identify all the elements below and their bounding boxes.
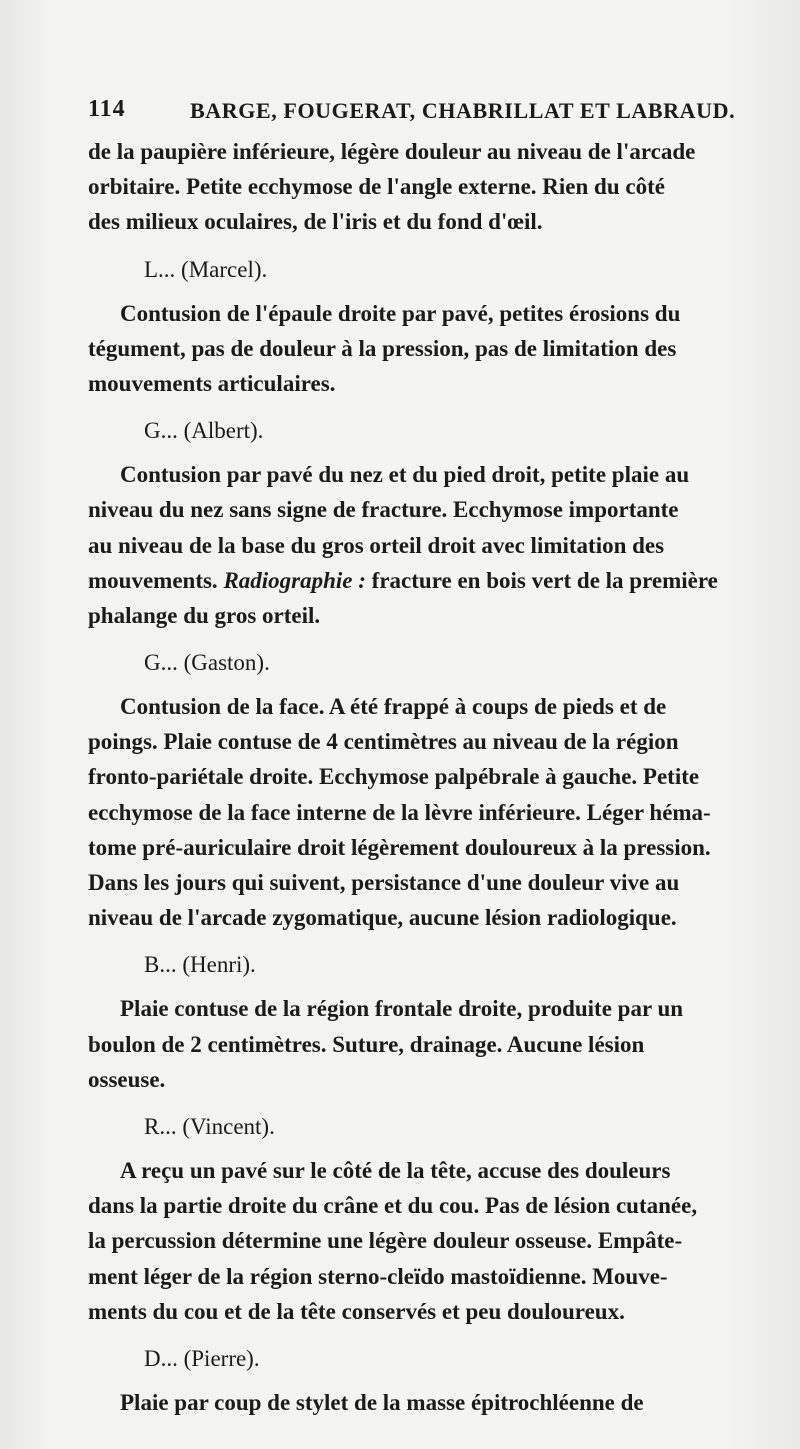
text-line: Dans les jours qui suivent, persistance d'une douleur vive au [88, 870, 680, 895]
text-line: boulon de 2 centimètres. Suture, drainage. Aucune lésion [88, 1031, 645, 1057]
text-line: mouvements. Radiographie : fracture en bois vert de la première [88, 567, 718, 593]
case-entry [88, 1329, 778, 1420]
case-entry [88, 1097, 778, 1329]
text-line: A reçu un pavé sur le côté de la tête, accuse des douleurs [120, 1157, 671, 1183]
page-header [88, 96, 778, 132]
case-entry [88, 401, 778, 633]
case-name: G... (Albert). [144, 418, 264, 444]
text-line: orbitaire. Petite ecchymose de l'angle externe. Rien du côté [88, 174, 665, 200]
text-line: Contusion par pavé du nez et du pied droit, petite plaie au [120, 462, 690, 488]
running-head: BARGE, FOUGERAT, CHABRILLAT ET LABRAUD. [190, 98, 736, 123]
text-line: ecchymose de la face interne de la lèvre inférieure. Léger héma- [88, 799, 711, 825]
text-line: Plaie contuse de la région frontale droite, produite par un [120, 996, 684, 1022]
text-line: au niveau de la base du gros orteil droit avec limitation des [88, 532, 665, 558]
text-line: des milieux oculaires, de l'iris et du fond d'œil. [88, 209, 543, 235]
text-line: dans la partie droite du crâne et du cou. Pas de lésion cutanée, [88, 1193, 698, 1219]
text-line: niveau de l'arcade zygomatique, aucune lésion radiologique. [88, 905, 677, 931]
text-line: la percussion détermine une légère douleur osseuse. Empâte- [88, 1228, 683, 1254]
text-line: tégument, pas de douleur à la pression, pas de limitation des [88, 335, 677, 361]
text-line: niveau du nez sans signe de fracture. Ecchymose importante [88, 497, 679, 523]
text-line: tome pré-auriculaire droit légèrement douloureux à la pression. [88, 834, 711, 860]
case-continuation [88, 134, 778, 240]
case-entry [88, 240, 778, 402]
case-name: D... (Pierre). [144, 1345, 260, 1371]
text-line: ment léger de la région sterno-cleïdo mastoïdienne. Mouve- [88, 1263, 668, 1289]
page-body [88, 134, 778, 1420]
text-line: poings. Plaie contuse de 4 centimètres au niveau de la région [88, 729, 679, 755]
text-line: phalange du gros orteil. [88, 602, 321, 628]
case-entry [88, 633, 778, 935]
text-line: Contusion de l'épaule droite par pavé, petites érosions du [120, 300, 681, 326]
case-entry [88, 935, 778, 1097]
text-line: fronto-pariétale droite. Ecchymose palpébrale à gauche. Petite [88, 764, 700, 790]
text-line: Plaie par coup de stylet de la masse épitrochléenne de [120, 1389, 644, 1415]
text-line: mouvements articulaires. [88, 370, 336, 396]
text-line: ments du cou et de la tête conservés et peu douloureux. [88, 1298, 625, 1324]
case-name: B... (Henri). [144, 952, 256, 978]
case-name: G... (Gaston). [144, 650, 270, 676]
page-number: 114 [88, 96, 126, 122]
radiographie-label: Radiographie : [223, 567, 366, 593]
case-name: R... (Vincent). [144, 1113, 275, 1139]
text-line: Contusion de la face. A été frappé à coups de pieds et de [120, 694, 667, 720]
text-line: de la paupière inférieure, légère douleur au niveau de l'arcade [88, 139, 696, 164]
text-line: osseuse. [88, 1066, 166, 1092]
case-name: L... (Marcel). [144, 256, 268, 282]
